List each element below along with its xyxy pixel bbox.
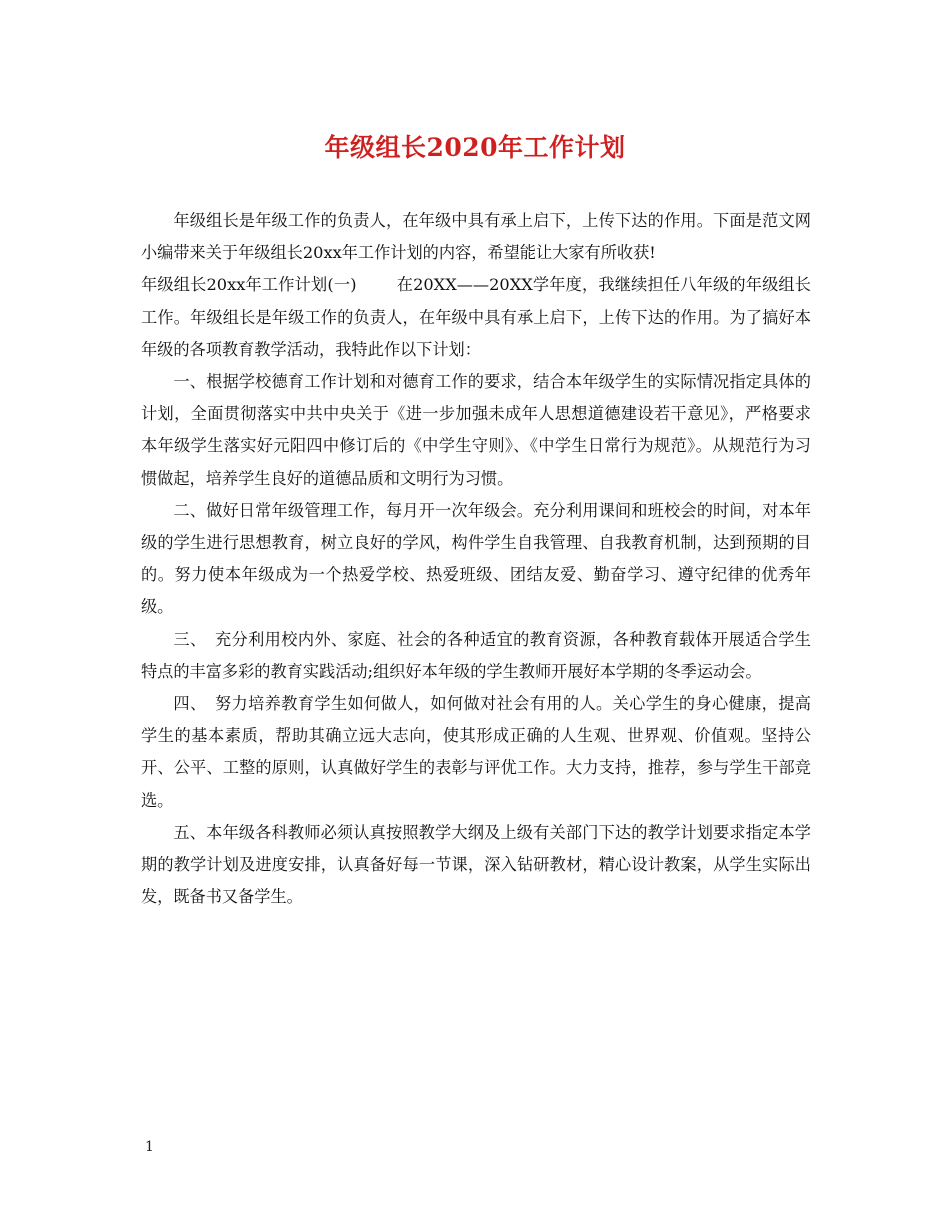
intro-paragraph: 年级组长是年级工作的负责人，在年级中具有承上启下，上传下达的作用。下面是范文网小编带来关于年级组长20xx年工作计划的内容，希望能让大家有所收获! [141, 211, 811, 263]
body-paragraph-1: 一、根据学校德育工作计划和对德育工作的要求，结合本年级学生的实际情况指定具体的计划，全面贯彻落实中共中央关于《进一步加强未成年人思想道德建设若干意见》，严格要求本年级学生落实好元阳四中修订后的《中学生守则》、《中学生日常行为规范》。从规范行为习惯做起，培养学生良好的道德品质和文明行为习惯。 [141, 372, 811, 488]
section-opening: 在20XX——20XX学年度，我继续担任八年级的年级组长工作。年级组长是年级工作的负责人，在年级中具有承上启下，上传下达的作用。为了搞好本年级的各项教育教学活动，我特此作以下计划： [141, 275, 811, 359]
body-paragraph-5: 五、本年级各科教师必须认真按照教学大纲及上级有关部门下达的教学计划要求指定本学期的教学计划及进度安排，认真备好每一节课，深入钻研教材，精心设计教案，从学生实际出发，既备书又备学生。 [141, 822, 811, 907]
body-paragraph-2: 二、做好日常年级管理工作，每月开一次年级会。充分利用课间和班校会的时间，对本年级的学生进行思想教育，树立良好的学风，构件学生自我管理、自我教育机制，达到预期的目的。努力使本年级成为一个热爱学校、热爱班级、团结友爱、勤奋学习、遵守纪律的优秀年级。 [141, 500, 811, 617]
body-paragraph-3: 三、 充分利用校内外、家庭、社会的各种适宜的教育资源，各种教育载体开展适合学生特点的丰富多彩的教育实践活动;组织好本年级的学生教师开展好本学期的冬季运动会。 [141, 629, 811, 681]
document-title: 年级组长2020年工作计划 [324, 133, 626, 162]
page-number: 1 [145, 1139, 154, 1155]
body-paragraph-4: 四、 努力培养教育学生如何做人，如何做对社会有用的人。关心学生的身心健康，提高学生的基本素质，帮助其确立远大志向，使其形成正确的人生观、世界观、价值观。坚持公开、公平、工整的原则，认真做好学生的表彰与评优工作。大力支持，推荐，参与学生干部竞选。 [141, 694, 811, 810]
section-heading: 年级组长20xx年工作计划(一) [141, 275, 357, 295]
section-paragraph [141, 269, 811, 366]
document-body [141, 205, 811, 913]
